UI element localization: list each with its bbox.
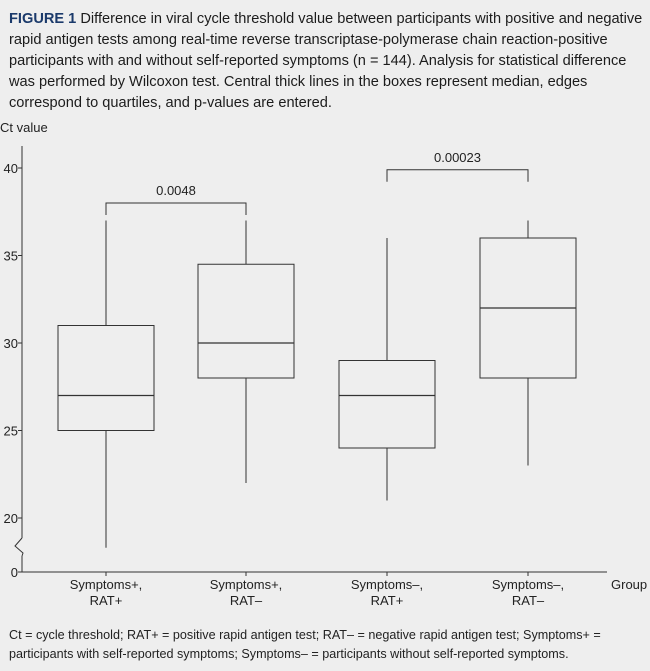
box-iqr (198, 264, 294, 378)
y-tick-label: 30 (3, 336, 18, 351)
x-tick-label: Symptoms+, (209, 577, 283, 592)
x-tick-label: RAT+ (89, 593, 123, 608)
y-tick-label: 40 (3, 161, 18, 176)
x-tick-label: RAT– (229, 593, 263, 608)
y-tick-label: 0 (10, 565, 18, 580)
y-tick-label: 35 (3, 248, 18, 264)
y-axis-label: Ct value (0, 120, 48, 135)
x-tick-label: Symptoms–, (350, 577, 424, 592)
x-tick-label: Symptoms+, (69, 577, 143, 592)
x-tick-label: RAT– (511, 593, 545, 608)
significance-bracket (387, 170, 528, 182)
x-tick-label: RAT+ (370, 593, 404, 608)
figure-label: FIGURE 1 (9, 11, 77, 27)
caption-text: Difference in viral cycle threshold value between participants with positive and negative rapid antigen tests among real-time reverse transcriptase-polymerase chain reaction-positive participants with and without self-reported symptoms (n = 144). Analysis for statistical difference was performed by Wilcoxon test. Central thick lines in the boxes represent median, edges correspond to quartiles, and p-values are entered. (9, 11, 643, 111)
y-axis-break (15, 538, 23, 556)
significance-bracket (106, 203, 246, 215)
p-value-label: 0.0048 (156, 183, 196, 198)
p-value-label: 0.00023 (434, 149, 481, 165)
footnote: Ct = cycle threshold; RAT+ = positive rapid antigen test; RAT– = negative rapid antigen test; Symptoms+ = participants with self-reported symptoms; Symptoms– = participants without self-reported symptoms. (9, 628, 601, 661)
x-tick-label: Symptoms–, (491, 577, 565, 592)
y-tick-label: 20 (3, 511, 18, 526)
y-tick-label: 25 (3, 423, 18, 439)
box-iqr (339, 361, 435, 449)
x-axis-label: Group (611, 577, 648, 592)
box-iqr (58, 326, 154, 431)
